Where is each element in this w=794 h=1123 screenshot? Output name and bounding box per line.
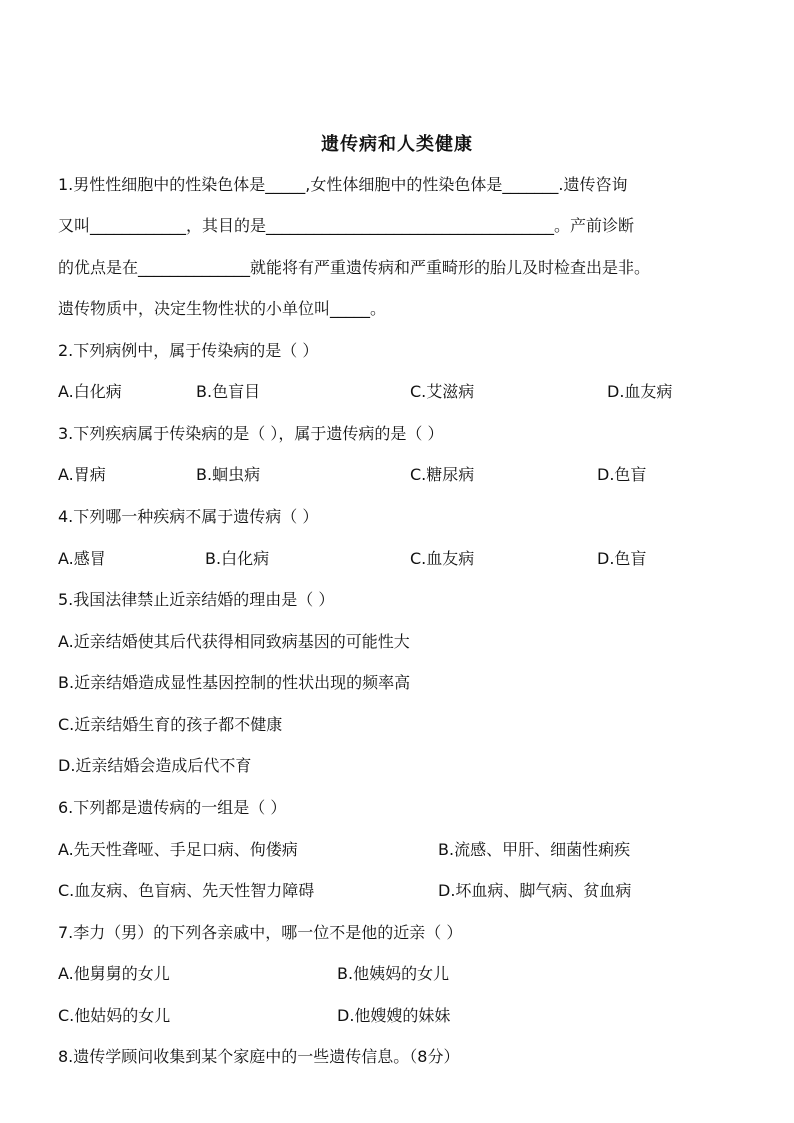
q5-option-b: B.近亲结婚造成显性基因控制的性状出现的频率高 xyxy=(58,673,411,692)
q3-stem: 3.下列疾病属于传染病的是（ ），属于遗传病的是（ ） xyxy=(58,424,444,443)
q3-option-b: B.蛔虫病 xyxy=(196,465,261,484)
q6-option-d: D.坏血病、脚气病、贫血病 xyxy=(438,881,632,900)
q2-option-c: C.艾滋病 xyxy=(410,382,475,401)
q4-option-a: A.感冒 xyxy=(58,549,106,568)
q3-option-d: D.色盲 xyxy=(597,465,647,484)
q7-option-b: B.他姨妈的女儿 xyxy=(337,964,450,983)
q7-option-d: D.他嫂嫂的妹妹 xyxy=(337,1006,451,1025)
q2-option-a: A.白化病 xyxy=(58,382,122,401)
q5-option-d: D.近亲结婚会造成后代不育 xyxy=(58,756,252,775)
q1-line-2: 又叫____________，其目的是____________________________________。产前诊断 xyxy=(58,216,635,235)
q4-option-b: B.白化病 xyxy=(205,549,270,568)
q5-stem: 5.我国法律禁止近亲结婚的理由是（ ） xyxy=(58,590,335,609)
q7-stem: 7.李力（男）的下列各亲戚中，哪一位不是他的近亲（ ） xyxy=(58,923,463,942)
q5-option-a: A.近亲结婚使其后代获得相同致病基因的可能性大 xyxy=(58,632,410,651)
q7-option-a: A.他舅舅的女儿 xyxy=(58,964,170,983)
q2-option-d: D.血友病 xyxy=(607,382,673,401)
q6-option-b: B.流感、甲肝、细菌性痢疾 xyxy=(438,840,631,859)
q1-line-1: 1.男性性细胞中的性染色体是_____,女性体细胞中的性染色体是_______.遗传咨询 xyxy=(58,175,628,194)
q5-option-c: C.近亲结婚生育的孩子都不健康 xyxy=(58,715,283,734)
q4-option-d: D.色盲 xyxy=(597,549,647,568)
q7-option-c: C.他姑妈的女儿 xyxy=(58,1006,171,1025)
q4-stem: 4.下列哪一种疾病不属于遗传病（ ） xyxy=(58,507,319,526)
q4-option-c: C.血友病 xyxy=(410,549,475,568)
page-title: 遗传病和人类健康 xyxy=(321,134,473,155)
q2-stem: 2.下列病例中，属于传染病的是（ ） xyxy=(58,341,319,360)
q6-stem: 6.下列都是遗传病的一组是（ ） xyxy=(58,798,287,817)
q1-line-4: 遗传物质中，决定生物性状的小单位叫_____。 xyxy=(58,299,387,318)
q3-option-c: C.糖尿病 xyxy=(410,465,475,484)
q1-line-3: 的优点是在______________就能将有严重遗传病和严重畸形的胎儿及时检查出是非。 xyxy=(58,258,651,277)
q8-stem: 8.遗传学顾问收集到某个家庭中的一些遗传信息。（8分） xyxy=(58,1047,460,1066)
q6-option-c: C.血友病、色盲病、先天性智力障碍 xyxy=(58,881,315,900)
q3-option-a: A.胃病 xyxy=(58,465,106,484)
q6-option-a: A.先天性聋哑、手足口病、佝偻病 xyxy=(58,840,298,859)
q2-option-b: B.色盲目 xyxy=(196,382,261,401)
